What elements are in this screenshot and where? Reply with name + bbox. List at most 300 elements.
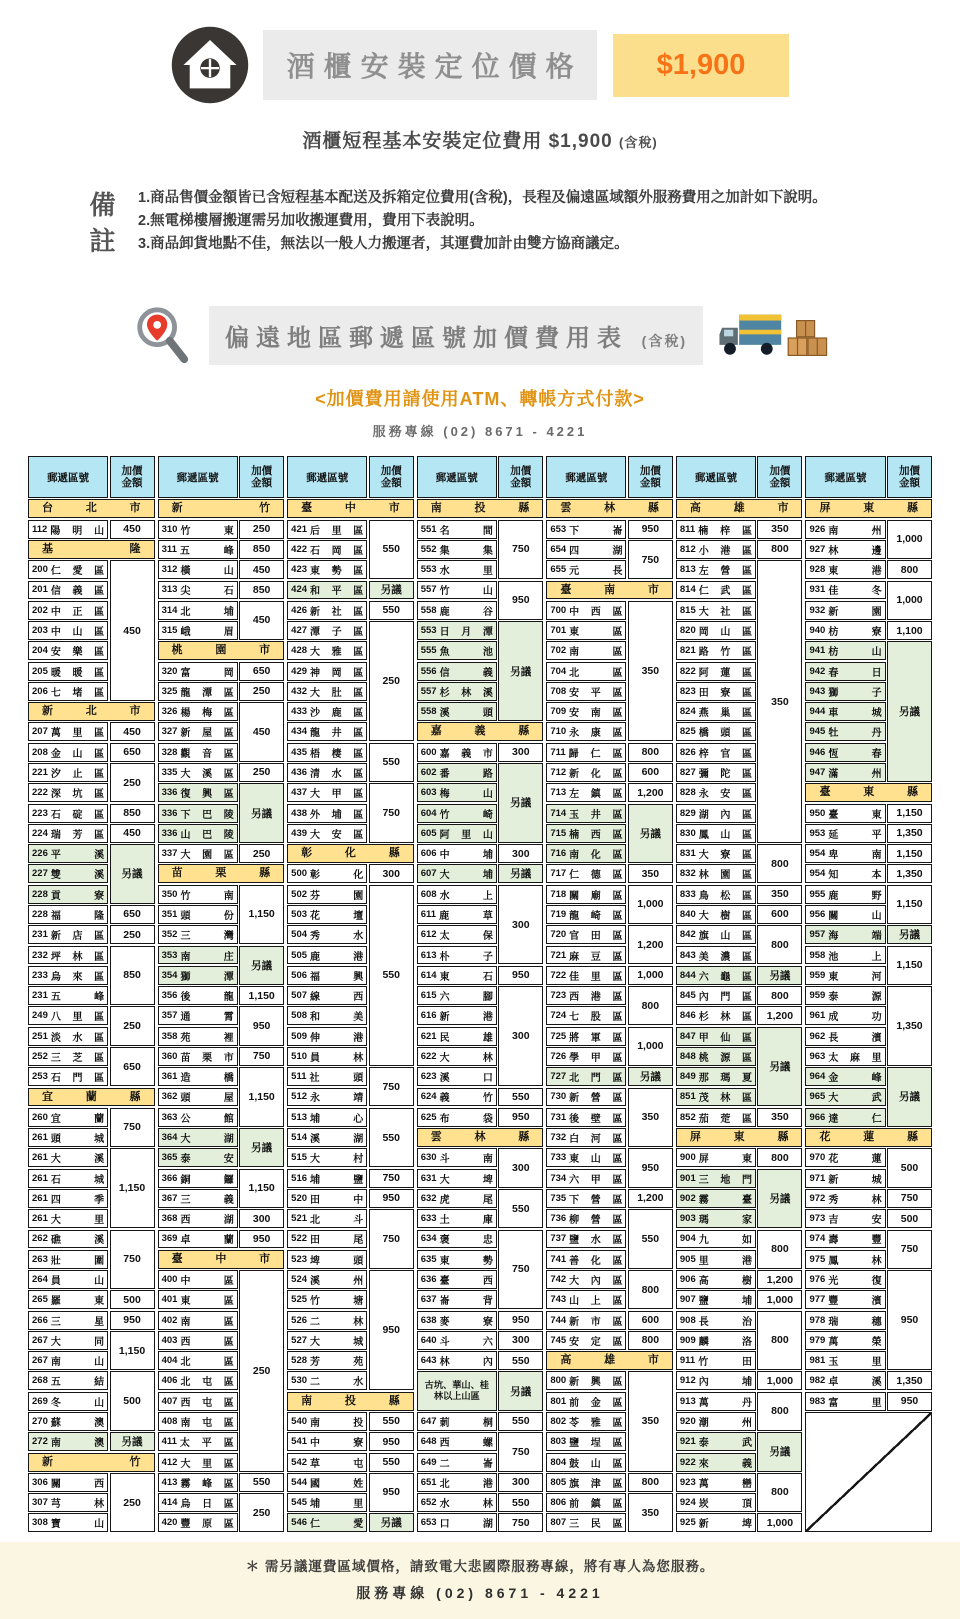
postal-code: 557 <box>420 685 437 697</box>
fee-cell: 300 <box>498 885 543 965</box>
district-name: 南區 <box>569 647 623 659</box>
group-grid <box>158 499 285 1532</box>
district-cell <box>546 824 626 843</box>
district-cell <box>805 540 885 559</box>
fee-cell: 1,150 <box>887 946 932 985</box>
fee-cell: 950 <box>628 1148 673 1187</box>
district-cell <box>417 520 497 539</box>
region-header: 新竹 <box>158 499 285 518</box>
district-cell <box>676 1331 756 1350</box>
region-header: 台北市 <box>28 499 155 518</box>
district-cell <box>158 581 238 600</box>
postal-code: 964 <box>809 1071 826 1083</box>
postal-code: 208 <box>32 746 48 758</box>
district-cell <box>158 783 238 802</box>
district-cell <box>676 844 756 863</box>
fee-cell: 350 <box>757 1108 802 1127</box>
fee-cell: 650 <box>110 743 155 762</box>
district-name: 仁愛 <box>310 1519 364 1531</box>
fee-cell: 950 <box>239 1230 284 1249</box>
fee-cell: 250 <box>110 1006 155 1045</box>
district-cell <box>287 1088 367 1107</box>
postal-code: 654 <box>550 543 567 555</box>
district-cell <box>158 824 238 843</box>
district-name: 旗山區 <box>698 931 753 943</box>
postal-code-column-header: 郵遞區號 <box>287 456 367 498</box>
postal-code: 528 <box>291 1355 308 1367</box>
district-cell <box>28 1351 108 1370</box>
district-name: 楠西區 <box>569 829 623 841</box>
fee-cell: 1,350 <box>887 824 932 843</box>
district-cell <box>546 1453 626 1472</box>
postal-code: 702 <box>550 645 567 657</box>
postal-code-column-header: 郵遞區號 <box>676 456 756 498</box>
region-header: 花蓮縣 <box>805 1128 932 1147</box>
district-name: 秀林 <box>828 1194 882 1206</box>
fee-cell: 300 <box>498 1473 543 1492</box>
district-cell <box>287 743 367 762</box>
postal-code: 944 <box>809 706 826 718</box>
district-name: 苓雅區 <box>569 1417 623 1429</box>
price-badge: $1,900 <box>613 34 790 97</box>
district-cell <box>287 1493 367 1512</box>
fee-cell: 300 <box>498 986 543 1086</box>
group-grid <box>417 499 544 1532</box>
fee-cell: 500 <box>887 1209 932 1228</box>
column-header-row <box>417 456 544 498</box>
district-name: 大林 <box>439 1052 493 1064</box>
district-name: 北區 <box>180 1357 234 1369</box>
district-name: 溪州 <box>310 1276 364 1288</box>
district-cell <box>546 1270 626 1289</box>
district-cell <box>676 601 756 620</box>
district-name: 汐止區 <box>50 768 105 780</box>
district-cell <box>417 1006 497 1025</box>
district-cell <box>676 1371 756 1390</box>
district-name: 魚池 <box>439 647 493 659</box>
postal-code: 941 <box>809 645 826 657</box>
postal-code: 904 <box>679 1233 696 1245</box>
group-grid <box>676 499 803 1532</box>
postal-code: 956 <box>809 908 826 920</box>
district-name: 土庫 <box>439 1215 493 1227</box>
district-cell <box>158 1047 238 1066</box>
postal-code: 616 <box>420 1010 437 1022</box>
district-name: 桃源區 <box>698 1052 753 1064</box>
postal-code: 845 <box>679 990 696 1002</box>
fee-cell: 750 <box>239 1047 284 1066</box>
district-name: 鹽埕區 <box>569 1438 623 1450</box>
district-name: 安南區 <box>569 708 623 720</box>
postal-code: 973 <box>809 1213 826 1225</box>
fee-cell: 1,000 <box>628 966 673 985</box>
postal-code: 719 <box>550 908 567 920</box>
fee-cell: 550 <box>369 1453 414 1472</box>
postal-code: 313 <box>161 584 178 596</box>
postal-code: 962 <box>809 1030 826 1042</box>
fee-cell: 450 <box>110 824 155 843</box>
district-cell <box>287 1006 367 1025</box>
postal-code: 983 <box>809 1395 826 1407</box>
district-name: 二林 <box>310 1316 364 1328</box>
remote-area-header <box>0 303 960 367</box>
district-name: 大武 <box>828 1093 882 1105</box>
postal-code: 851 <box>679 1091 696 1103</box>
postal-code: 542 <box>291 1456 308 1468</box>
postal-code: 847 <box>679 1030 696 1042</box>
district-name: 大埤 <box>439 1174 493 1186</box>
postal-code: 607 <box>420 868 437 880</box>
postal-code: 401 <box>161 1294 178 1306</box>
postal-code: 503 <box>291 908 308 920</box>
district-cell <box>805 804 885 823</box>
district-cell <box>287 925 367 944</box>
district-cell <box>287 540 367 559</box>
postal-code: 400 <box>161 1274 178 1286</box>
district-cell <box>805 601 885 620</box>
fee-cell: 1,150 <box>239 1067 284 1126</box>
postal-code: 327 <box>161 726 178 738</box>
postal-code: 737 <box>550 1233 567 1245</box>
district-name: 民雄 <box>439 1032 493 1044</box>
postal-code: 427 <box>291 625 308 637</box>
district-cell <box>417 925 497 944</box>
postal-code: 945 <box>809 726 826 738</box>
district-cell <box>676 1513 756 1532</box>
district-cell <box>28 864 108 883</box>
district-name: 大樹區 <box>698 910 753 922</box>
district-cell <box>805 1169 885 1188</box>
postal-code: 621 <box>420 1030 437 1042</box>
fee-cell: 550 <box>369 885 414 1066</box>
note-item-2: 2.無電梯樓層搬運需另加收搬運費用，費用下表說明。 <box>138 213 484 230</box>
district-name: 東區 <box>569 627 623 639</box>
district-name: 佳冬 <box>828 586 882 598</box>
district-cell <box>417 804 497 823</box>
district-name: 四季 <box>50 1194 105 1206</box>
district-cell <box>28 1371 108 1390</box>
postal-code: 267 <box>32 1355 48 1367</box>
district-name: 大城 <box>310 1336 364 1348</box>
district-cell <box>417 560 497 579</box>
district-name: 竹田 <box>698 1357 753 1369</box>
district-cell <box>287 1432 367 1451</box>
postal-code: 336 <box>161 827 178 839</box>
postal-code: 932 <box>809 604 826 616</box>
postal-surcharge-table <box>0 456 960 1532</box>
postal-code: 269 <box>32 1395 48 1407</box>
postal-code: 840 <box>679 908 696 920</box>
district-name: 白河區 <box>569 1134 623 1146</box>
district-cell <box>546 1311 626 1330</box>
page-title: 酒櫃安裝定位價格 <box>263 30 597 100</box>
district-cell <box>546 925 626 944</box>
postal-code: 552 <box>420 543 437 555</box>
district-name: 溪湖 <box>310 1134 364 1146</box>
fee-cell: 950 <box>369 1473 414 1512</box>
postal-code: 261 <box>32 1172 48 1184</box>
boxes-icon <box>787 318 829 358</box>
postal-code: 954 <box>809 868 826 880</box>
district-cell <box>287 1513 367 1532</box>
postal-code: 823 <box>679 685 696 697</box>
district-cell <box>417 824 497 843</box>
district-cell <box>676 1209 756 1228</box>
postal-code: 842 <box>679 929 696 941</box>
district-name: 龍潭區 <box>180 687 234 699</box>
district-name: 彌陀區 <box>698 768 753 780</box>
district-name: 下崙 <box>569 525 623 537</box>
postal-code: 615 <box>420 990 437 1002</box>
district-name: 南澳 <box>50 1438 105 1450</box>
postal-code: 965 <box>809 1091 826 1103</box>
district-name: 春日 <box>828 667 882 679</box>
district-name: 枋寮 <box>828 627 882 639</box>
postal-code: 940 <box>809 625 826 637</box>
district-name: 大寮區 <box>698 850 753 862</box>
postal-code: 727 <box>550 1071 567 1083</box>
district-name: 大湖 <box>180 1134 234 1146</box>
fee-cell: 750 <box>887 1189 932 1208</box>
district-name: 公館 <box>180 1113 234 1125</box>
district-name: 社頭 <box>309 1073 364 1085</box>
district-cell <box>805 520 885 539</box>
district-name: 中西區 <box>569 606 623 618</box>
district-name: 尖石 <box>180 586 234 598</box>
region-header: 嘉義縣 <box>417 722 544 741</box>
postal-code: 510 <box>291 1050 308 1062</box>
district-cell <box>546 682 626 701</box>
district-cell <box>28 946 108 965</box>
district-cell <box>676 1290 756 1309</box>
district-cell <box>546 1067 626 1086</box>
district-name: 南州 <box>828 525 882 537</box>
postal-code: 200 <box>32 564 48 576</box>
district-cell <box>158 662 238 681</box>
postal-code: 261 <box>32 1192 48 1204</box>
fee-cell: 750 <box>369 1067 414 1106</box>
postal-code: 614 <box>420 969 437 981</box>
fee-cell: 800 <box>757 1230 802 1269</box>
fee-cell: 650 <box>110 905 155 924</box>
district-name: 瑪家 <box>698 1215 753 1227</box>
postal-code: 312 <box>161 564 178 576</box>
postal-code: 551 <box>420 523 437 535</box>
district-cell <box>158 1209 238 1228</box>
surcharge-column-header: 加價金額 <box>110 456 155 498</box>
district-cell <box>676 925 756 944</box>
district-name: 大里區 <box>180 1458 234 1470</box>
postal-code: 608 <box>420 888 437 900</box>
postal-code: 336 <box>161 787 178 799</box>
district-name: 信義區 <box>50 586 105 598</box>
district-name: 知本 <box>828 870 882 882</box>
district-name: 鹿港 <box>310 951 364 963</box>
postal-code: 600 <box>420 746 437 758</box>
surcharge-column-header: 加價金額 <box>757 456 802 498</box>
district-name: 五結 <box>50 1377 105 1389</box>
fee-cell: 另議 <box>757 1169 802 1228</box>
district-name: 大里 <box>50 1215 105 1227</box>
district-cell <box>546 844 626 863</box>
fee-cell: 另議 <box>239 783 284 842</box>
district-name: 新埤 <box>698 1519 753 1531</box>
district-name: 里港 <box>698 1255 753 1267</box>
district-name: 東區 <box>180 1296 234 1308</box>
postal-code: 943 <box>809 685 826 697</box>
fee-cell: 1,000 <box>757 1371 802 1390</box>
district-name: 三灣 <box>180 931 234 943</box>
district-name: 歸仁區 <box>568 748 623 760</box>
fee-cell: 800 <box>628 1270 673 1309</box>
fee-cell: 950 <box>498 966 543 985</box>
district-name: 福興 <box>310 971 364 983</box>
district-name: 大雅區 <box>310 647 364 659</box>
subtitle <box>0 126 960 153</box>
postal-code: 546 <box>291 1517 308 1529</box>
district-name: 中埔 <box>439 850 493 862</box>
fee-cell: 800 <box>757 1311 802 1370</box>
postal-code: 912 <box>679 1375 696 1387</box>
district-cell <box>417 986 497 1005</box>
district-name: 寶山 <box>50 1519 105 1531</box>
fee-cell: 800 <box>628 1473 673 1492</box>
district-name: 甲仙區 <box>698 1032 753 1044</box>
district-cell <box>158 1067 238 1086</box>
fee-cell: 600 <box>628 763 673 782</box>
district-cell <box>546 1230 626 1249</box>
postal-code: 630 <box>420 1152 437 1164</box>
district-name: 北門區 <box>569 1073 623 1085</box>
district-cell <box>676 581 756 600</box>
house-icon <box>171 26 249 104</box>
district-cell <box>158 844 238 863</box>
postal-code: 833 <box>679 888 696 900</box>
district-name: 內埔 <box>698 1377 753 1389</box>
district-cell <box>28 581 108 600</box>
postal-code: 958 <box>809 949 826 961</box>
postal-code: 806 <box>550 1497 567 1509</box>
district-cell <box>158 804 238 823</box>
district-cell <box>28 1027 108 1046</box>
fee-cell: 550 <box>498 1189 543 1228</box>
postal-code: 422 <box>291 543 308 555</box>
district-cell <box>28 824 108 843</box>
district-name: 五峰 <box>50 992 105 1004</box>
district-name: 崙背 <box>439 1296 493 1308</box>
district-cell <box>546 1088 626 1107</box>
postal-code: 420 <box>161 1517 178 1529</box>
region-header: 彰化縣 <box>287 844 414 863</box>
region-header: 苗栗縣 <box>158 864 285 883</box>
district-name: 新店區 <box>50 931 105 943</box>
district-name: 林園區 <box>698 870 753 882</box>
postal-code: 947 <box>809 766 826 778</box>
district-cell <box>287 722 367 741</box>
fee-cell: 1,350 <box>887 1371 932 1390</box>
district-cell <box>287 1412 367 1431</box>
district-cell <box>287 1128 367 1147</box>
district-cell <box>158 1027 238 1046</box>
postal-code: 848 <box>679 1050 696 1062</box>
district-name: 仁愛區 <box>50 566 105 578</box>
district-cell <box>28 763 108 782</box>
district-name: 東河 <box>828 971 882 983</box>
postal-code: 953 <box>809 827 826 839</box>
district-name: 烏日區 <box>180 1499 234 1511</box>
fee-cell: 1,350 <box>887 864 932 883</box>
district-cell <box>158 1453 238 1472</box>
district-name: 萬榮 <box>828 1336 882 1348</box>
postal-code: 974 <box>809 1233 826 1245</box>
postal-code: 553 <box>420 625 437 637</box>
postal-code: 849 <box>679 1071 696 1083</box>
fee-cell: 850 <box>239 540 284 559</box>
fee-cell: 750 <box>887 1230 932 1269</box>
district-cell <box>546 946 626 965</box>
postal-code: 843 <box>679 949 696 961</box>
district-name: 長濱 <box>828 1032 882 1044</box>
postal-code: 207 <box>32 726 48 738</box>
group-grid <box>805 499 932 1532</box>
fee-cell: 另議 <box>110 844 155 903</box>
fee-cell: 250 <box>239 763 284 782</box>
postal-code: 403 <box>161 1334 178 1346</box>
district-cell <box>28 662 108 681</box>
surcharge-column-header: 加價金額 <box>498 456 543 498</box>
postal-code: 228 <box>32 908 48 920</box>
fee-cell: 500 <box>110 1371 155 1430</box>
fee-cell: 800 <box>757 1392 802 1431</box>
district-cell <box>417 946 497 965</box>
fee-cell: 另議 <box>498 621 543 721</box>
district-cell <box>287 621 367 640</box>
notes-section <box>88 187 900 263</box>
district-name: 宜蘭 <box>50 1113 105 1125</box>
fee-cell: 1,000 <box>628 885 673 924</box>
postal-code: 530 <box>291 1375 308 1387</box>
district-cell <box>805 682 885 701</box>
postal-code: 232 <box>32 949 48 961</box>
district-name: 大埔 <box>439 870 493 882</box>
district-name: 萬里區 <box>50 728 105 740</box>
district-cell <box>546 986 626 1005</box>
postal-code: 429 <box>291 665 308 677</box>
postal-code: 954 <box>809 848 826 860</box>
fee-cell: 800 <box>757 844 802 883</box>
district-name: 水上 <box>439 890 493 902</box>
district-cell <box>28 844 108 863</box>
district-cell <box>287 581 367 600</box>
fee-cell: 800 <box>628 986 673 1025</box>
postal-code: 351 <box>161 908 178 920</box>
fee-cell: 950 <box>498 1108 543 1127</box>
postal-code: 605 <box>420 827 437 839</box>
district-name: 東勢 <box>439 1255 493 1267</box>
district-cell <box>158 560 238 579</box>
postal-code: 356 <box>161 990 178 1002</box>
table-group <box>546 456 673 1532</box>
district-cell <box>287 885 367 904</box>
fee-cell: 450 <box>110 560 155 701</box>
district-cell <box>158 682 238 701</box>
district-cell <box>417 1067 497 1086</box>
district-cell <box>676 662 756 681</box>
district-name: 伸港 <box>310 1032 364 1044</box>
district-cell <box>287 1270 367 1289</box>
postal-code: 708 <box>550 685 567 697</box>
district-cell <box>676 540 756 559</box>
